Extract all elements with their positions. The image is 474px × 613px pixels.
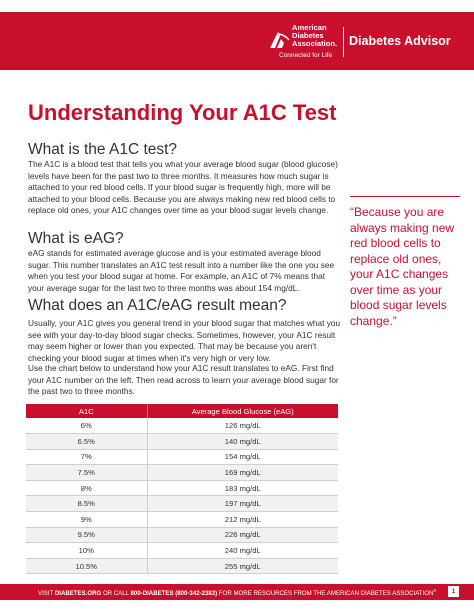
footer-prefix: VISIT <box>38 590 54 598</box>
table-row <box>26 418 338 434</box>
header-divider <box>343 27 344 57</box>
eag-cell: 183 mg/dL <box>147 480 338 496</box>
footer-registered-mark: ® <box>433 588 437 593</box>
section-body-eag: eAG stands for estimated average glucose and is your estimated average blood sugar. This number translates an A1C test result into a number like the one you see when you test your blood sugar at home. For example, an A1C of 7% means that your average sugar for the last two to three months was about 154 mg/dL. <box>28 248 335 293</box>
a1c-cell: 9.5% <box>26 527 147 543</box>
product-name: Diabetes Advisor <box>349 34 451 48</box>
a1c-cell: 9% <box>26 512 147 528</box>
tagline: Connected for Life <box>279 52 333 59</box>
eag-cell: 212 mg/dL <box>147 512 338 528</box>
table-row <box>26 434 338 450</box>
a1c-cell: 6% <box>26 418 147 434</box>
table-row <box>26 496 338 512</box>
org-name-line: Diabetes <box>292 31 324 40</box>
eag-cell: 240 mg/dL <box>147 543 338 559</box>
page-title: Understanding Your A1C Test <box>28 100 337 125</box>
table-row <box>26 558 338 574</box>
pull-quote-rule <box>350 196 460 197</box>
a1c-cell: 10% <box>26 543 147 559</box>
table-row <box>26 449 338 465</box>
section-body-chart-instructions: Use the chart below to understand how your A1C result translates to eAG. First find your A1C number on the left. Then read across to learn your average blood sugar for the past two to three months. <box>28 363 339 397</box>
footer-middle: OR CALL <box>102 590 129 598</box>
table-row <box>26 543 338 559</box>
section-heading-eag: What is eAG? <box>28 230 124 247</box>
footer-phone[interactable]: 800-DIABETES (800-342-2383) <box>130 590 218 598</box>
column-header-eag: Average Blood Glucose (eAG) <box>147 404 338 418</box>
a1c-cell: 10.5% <box>26 558 147 574</box>
a1c-cell: 8% <box>26 480 147 496</box>
a1c-eag-table <box>26 404 338 574</box>
footer-suffix: FOR MORE RESOURCES FROM THE AMERICAN DIABETES ASSOCIATION <box>218 590 434 598</box>
section-body-a1c: The A1C is a blood test that tells you what your average blood sugar (blood glucose) levels have been for the past two to three months. It measures how much sugar is attached to your red blood cells. If your blood sugar is frequently high, more will be attached to your blood cells. Because you are always making new red blood cells to replace old ones, your A1C changes over time as your blood sugar levels change. <box>28 159 338 216</box>
section-heading-result: What does an A1C/eAG result mean? <box>28 297 287 314</box>
section-body-result: Usually, your A1C gives you general trend in your blood sugar that matches what you see with your day-to-day blood sugar checks. Sometimes, however, your A1C result may seem higher or lower than you expected. That may be because you aren't checking your blood sugar at times when it's very high or very low. <box>28 318 341 363</box>
eag-cell: 154 mg/dL <box>147 449 338 465</box>
page-number: 1 <box>448 586 459 597</box>
table-header-row <box>26 404 338 418</box>
table-row <box>26 527 338 543</box>
a1c-cell: 6.5% <box>26 434 147 450</box>
eag-cell: 255 mg/dL <box>147 558 338 574</box>
a1c-cell: 8.5% <box>26 496 147 512</box>
eag-cell: 169 mg/dL <box>147 465 338 481</box>
org-name-line: American <box>292 23 327 32</box>
footer-text <box>38 588 436 597</box>
eag-cell: 197 mg/dL <box>147 496 338 512</box>
column-header-a1c: A1C <box>26 404 147 418</box>
pull-quote: “Because you are always making new red blood cells to replace old ones, your A1C changes over time as your blood sugar levels change.” <box>350 205 455 328</box>
table-row <box>26 480 338 496</box>
org-name <box>292 24 337 48</box>
table-row <box>26 465 338 481</box>
footer-site-link[interactable]: DIABETES.ORG <box>54 590 102 598</box>
table-row <box>26 512 338 528</box>
org-name-line: Association. <box>292 39 338 48</box>
a1c-cell: 7% <box>26 449 147 465</box>
eag-cell: 126 mg/dL <box>147 418 338 434</box>
eag-cell: 226 mg/dL <box>147 527 338 543</box>
section-heading-a1c: What is the A1C test? <box>28 141 178 158</box>
eag-cell: 140 mg/dL <box>147 434 338 450</box>
a1c-cell: 7.5% <box>26 465 147 481</box>
ada-flame-logo-icon <box>268 29 290 49</box>
